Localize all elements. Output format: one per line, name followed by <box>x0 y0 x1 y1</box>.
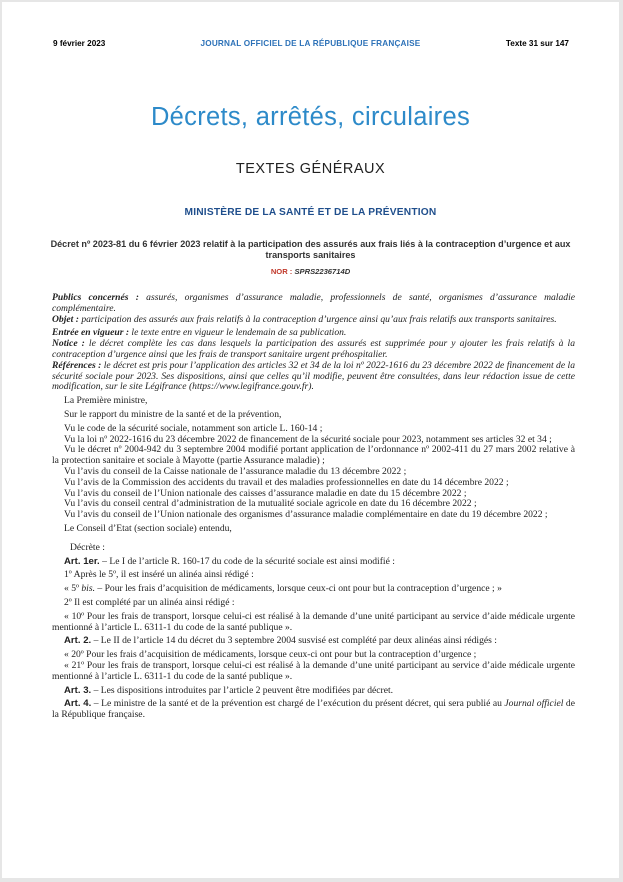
preamble-line: Vu l’avis du conseil de l’Union nationale des organismes d’assurance maladie complémentaire en date du 19 décembre 2022 ; <box>64 509 548 521</box>
decrete-line: Décrète : <box>70 541 105 553</box>
sub-title: TEXTES GÉNÉRAUX <box>235 161 386 177</box>
section-title: Décrets, arrêtés, circulaires <box>150 103 471 131</box>
document-body <box>52 293 575 721</box>
decree-title: Décret nº 2023-81 du 6 février 2023 relatif à la participation des assurés aux frais liés à la contraception d’urgence et aux transports sanitaires <box>50 239 571 260</box>
article-1-paragraph: 2º Il est complété par un alinéa ainsi rédigé : <box>64 596 235 608</box>
article-3: Art. 3. – Les dispositions introduites par l’article 2 peuvent être modifiées par décret. <box>64 684 394 696</box>
preamble-line: Vu l’avis de la Commission des accidents du travail et des maladies professionnelles en date du 14 décembre 2022 ; <box>64 476 509 488</box>
header-journal-title: JOURNAL OFFICIEL DE LA RÉPUBLIQUE FRANÇAISE <box>200 39 421 48</box>
preamble-line: Vu la loi nº 2022-1616 du 23 décembre 2022 de financement de la sécurité sociale pour 2023, notamment ses articles 32 et 34 ; <box>64 433 552 445</box>
summary-item: Entrée en vigueur : le texte entre en vigueur le lendemain de sa publication. <box>52 327 347 339</box>
article-1-paragraph: « 10º Pour les frais de transport, lorsque celui-ci est réalisé à la demande d’une unité participant au service d’aide médicale urgente mentionné à l’article L. 6311-1 du code de la santé publique ». <box>52 610 575 633</box>
article-1: Art. 1er. – Le I de l’article R. 160-17 du code de la sécurité sociale est ainsi modifié : <box>64 555 395 567</box>
preamble-line: Sur le rapport du ministre de la santé et de la prévention, <box>64 408 282 420</box>
document-page <box>2 2 619 878</box>
preamble-line: Vu l’avis du conseil de l’Union nationale des caisses d’assurance maladie en date du 15 décembre 2022 ; <box>64 487 467 499</box>
article-2-paragraph: « 21º Pour les frais de transport, lorsque celui-ci est réalisé à la demande d’une unité participant au service d’aide médicale urgente mentionné à l’article L. 6311-1 du code de la santé publique ». <box>52 659 575 682</box>
preamble-line: Le Conseil d’Etat (section sociale) entendu, <box>64 522 232 534</box>
summary-item: Objet : participation des assurés aux frais relatifs à la contraception d’urgence ainsi qu’aux frais relatifs aux transports sanitaires. <box>52 313 557 325</box>
article-1-paragraph: « 5º bis. – Pour les frais d’acquisition de médicaments, lorsque ceux-ci ont pour but la contraception d’urgence ; » <box>64 583 502 595</box>
preamble-line: Vu le code de la sécurité sociale, notamment son article L. 160-14 ; <box>64 422 323 434</box>
article-2: Art. 2. – Le II de l’article 14 du décret du 3 septembre 2004 susvisé est complété par deux alinéas ainsi rédigés : <box>64 635 497 647</box>
preamble-line: Vu l’avis du conseil de la Caisse nationale de l’assurance maladie du 13 décembre 2022 ; <box>64 465 407 477</box>
header-text-number: Texte 31 sur 147 <box>505 39 569 48</box>
nor-label: NOR : <box>270 267 293 276</box>
running-header <box>2 39 619 51</box>
article-1-paragraph: 1º Après le 5º, il est inséré un alinéa ainsi rédigé : <box>64 569 254 581</box>
nor-reference <box>2 267 619 276</box>
summary-item: Notice : le décret complète les cas dans lesquels la participation des assurés est supprimée pour y ajouter les frais relatifs à la contraception d’urgence ainsi que les frais de transport sanitaire urgent préhospitalier. <box>52 338 575 360</box>
article-4: Art. 4. – Le ministre de la santé et de la prévention est chargé de l’exécution du présent décret, qui sera publié au Journal officiel de la République française. <box>52 698 575 721</box>
article-2-paragraph: « 20º Pour les frais d’acquisition de médicaments, lorsque ceux-ci ont pour but la contraception d’urgence ; <box>64 649 477 661</box>
header-date: 9 février 2023 <box>53 39 106 48</box>
nor-code: SPRS2236714D <box>294 267 351 276</box>
summary-item: Références : le décret est pris pour l’application des articles 32 et 34 de la loi nº 2022-1616 du 23 décembre 2022 de financement de la sécurité sociale pour 2023. Ses dispositions, ainsi que celles qu’il modifie, peuvent être consultées, dans leur rédaction issue de cette modification, sur le site Légifrance (https://www.legifrance.gouv.fr). <box>52 359 575 393</box>
preamble-line: La Première ministre, <box>64 395 148 407</box>
ministry-name: MINISTÈRE DE LA SANTÉ ET DE LA PRÉVENTION <box>184 207 437 218</box>
preamble-line: Vu le décret nº 2004-942 du 3 septembre 2004 modifié portant application de l’ordonnance nº 2002-411 du 27 mars 2002 relative à la protection sanitaire et sociale à Mayotte (partie Assurance maladie) ; <box>52 444 575 467</box>
preamble-line: Vu l’avis du conseil central d’administration de la mutualité sociale agricole en date du 16 décembre 2022 ; <box>64 498 477 510</box>
summary-item: Publics concernés : assurés, organismes d’assurance maladie, professionnels de santé, organismes d’assurance maladie complémentaire. <box>52 292 575 314</box>
